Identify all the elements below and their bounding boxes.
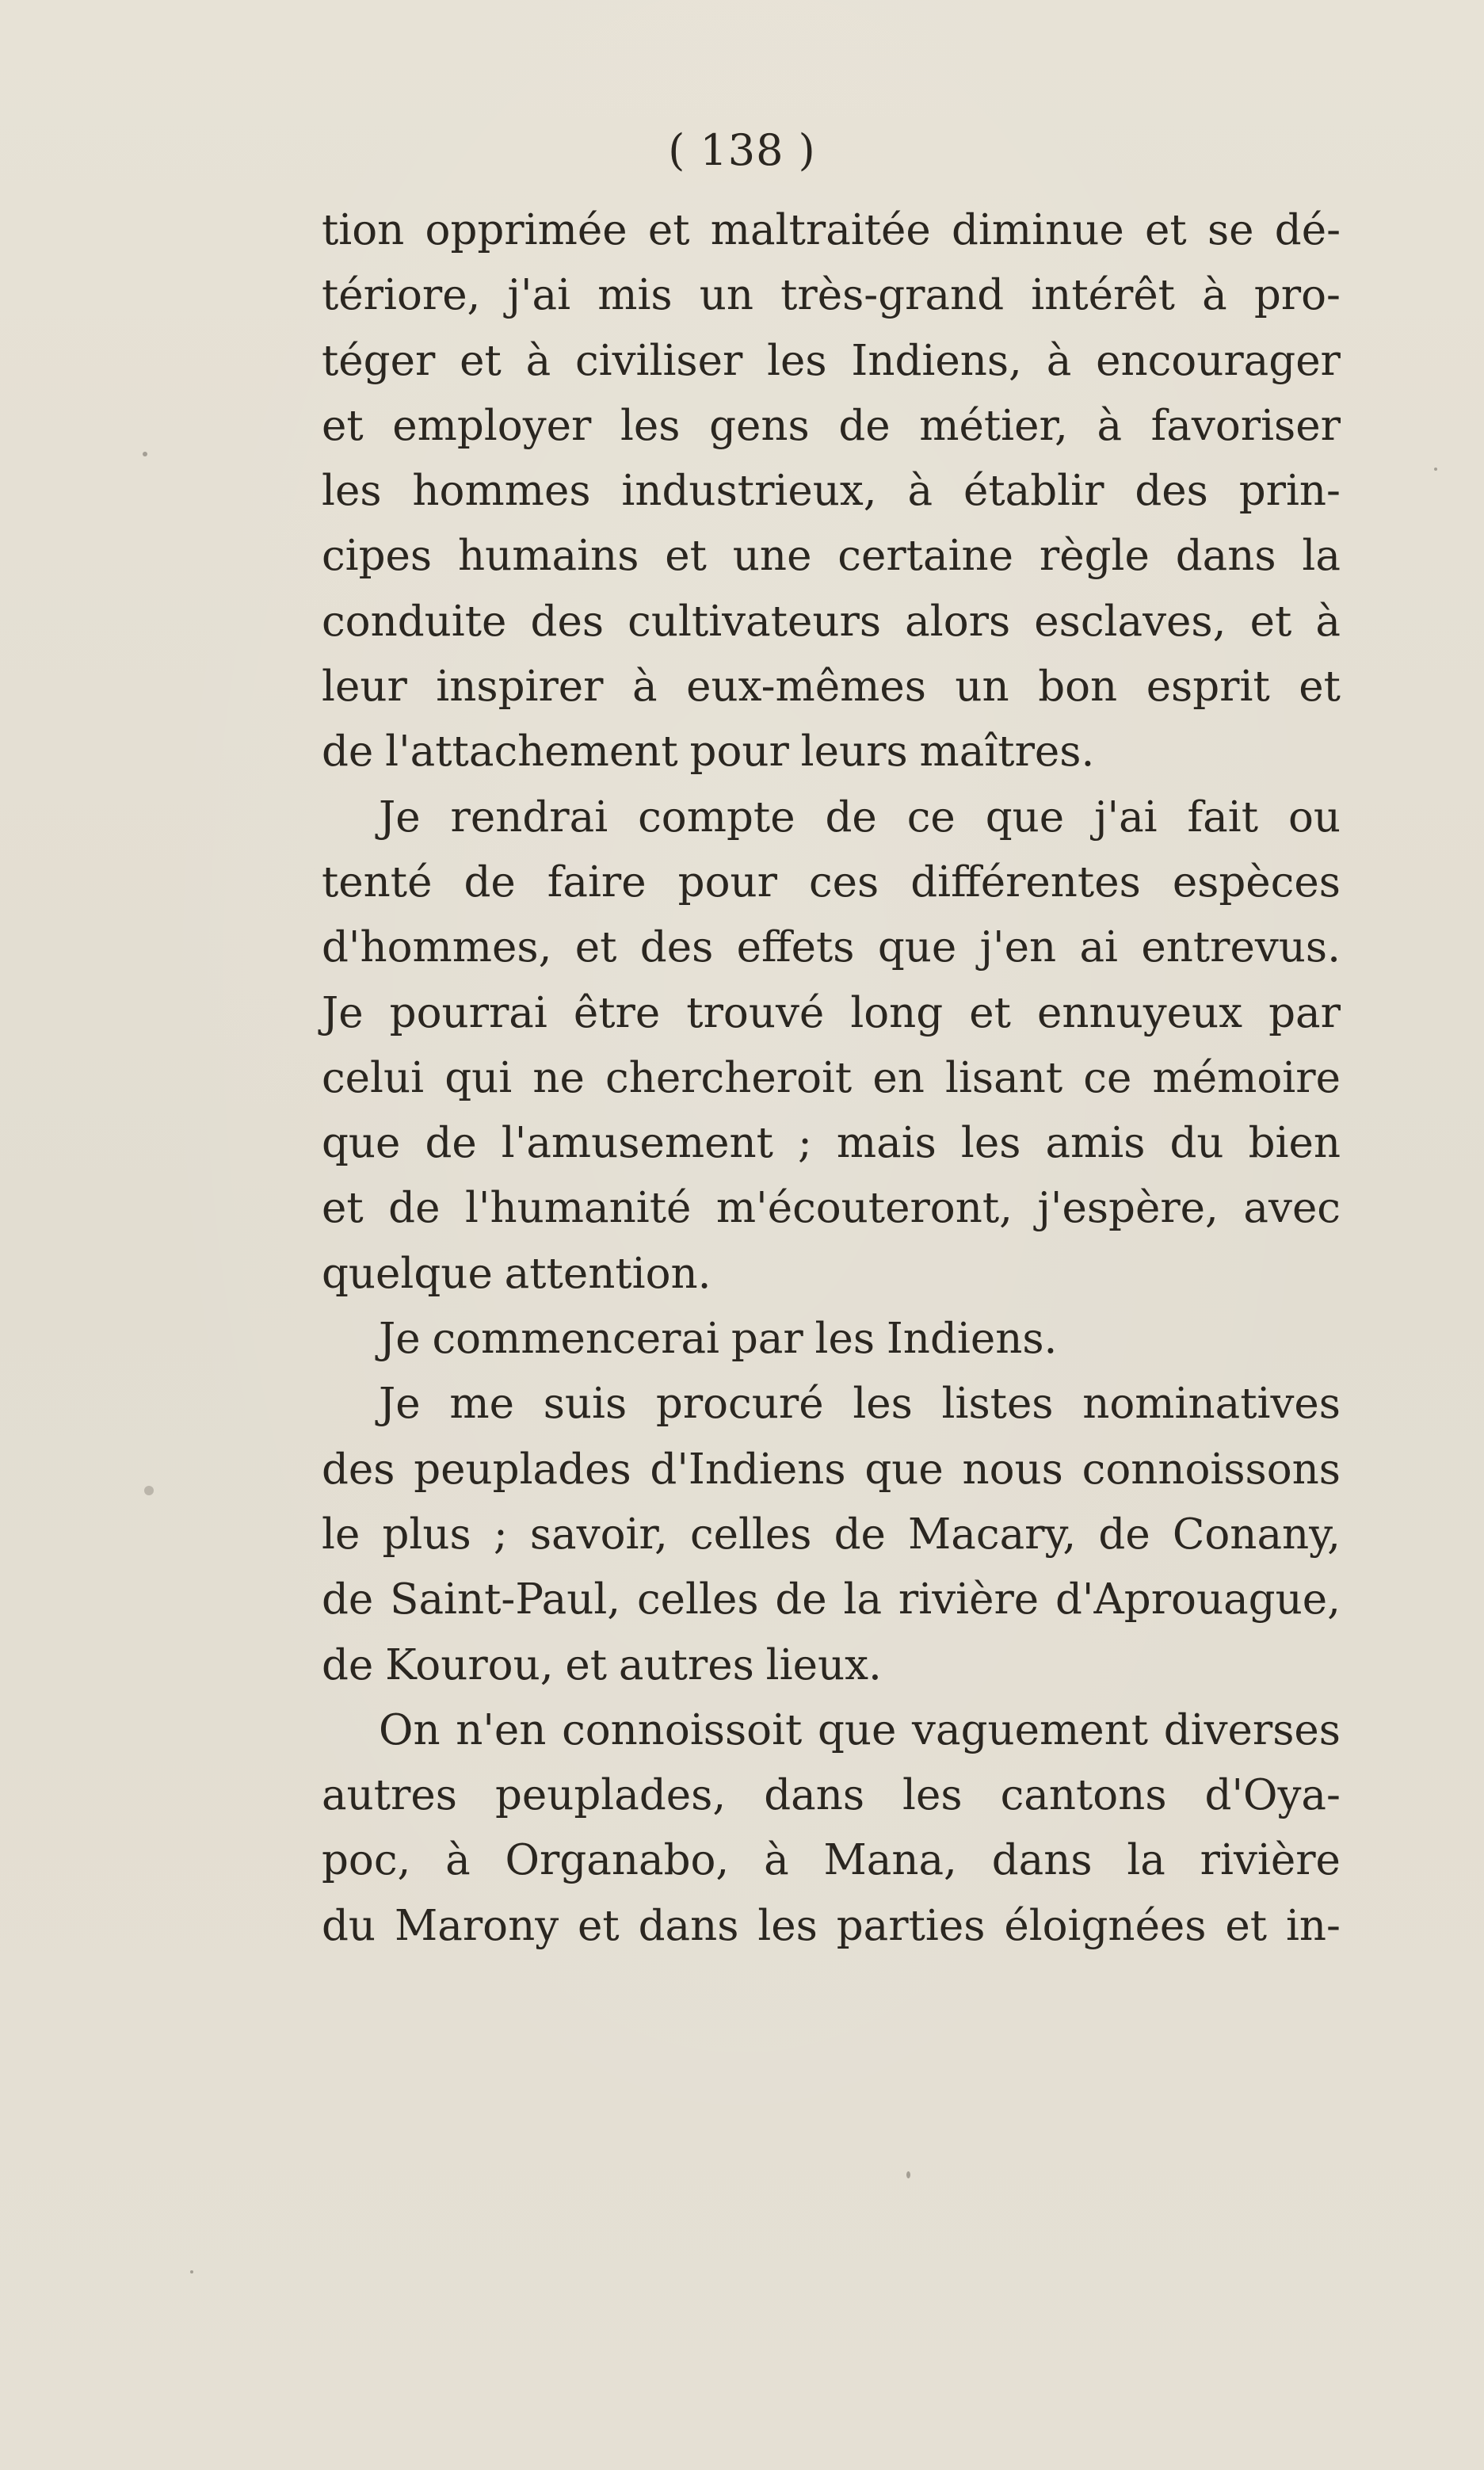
word: à bbox=[907, 467, 933, 516]
word: Kourou, bbox=[385, 1640, 554, 1689]
word: Je bbox=[379, 792, 421, 842]
word: une bbox=[732, 532, 812, 581]
word: et bbox=[1299, 662, 1341, 712]
word: Conany, bbox=[1172, 1510, 1341, 1559]
word: espèces bbox=[1172, 857, 1341, 907]
text-line bbox=[322, 1437, 1341, 1502]
word: la bbox=[1302, 532, 1341, 581]
text-line bbox=[322, 1307, 1341, 1372]
word: les bbox=[757, 1901, 818, 1950]
word: et bbox=[1145, 206, 1187, 254]
page-number: ( 138 ) bbox=[668, 125, 816, 175]
word: mais bbox=[836, 1119, 937, 1168]
word: cultivateurs bbox=[628, 597, 882, 646]
text-line bbox=[322, 590, 1341, 655]
word: tériore, bbox=[322, 271, 481, 320]
text-line bbox=[322, 1698, 1341, 1763]
word: pro- bbox=[1253, 271, 1341, 320]
word: plus bbox=[382, 1510, 471, 1559]
word: lisant bbox=[945, 1053, 1063, 1102]
word: certaine bbox=[837, 532, 1014, 581]
word: Marony bbox=[394, 1901, 559, 1950]
word: des bbox=[322, 1445, 395, 1494]
word: règle bbox=[1039, 532, 1150, 581]
word: à bbox=[1315, 597, 1341, 646]
word: dé- bbox=[1274, 206, 1341, 254]
word: m'écouteront, bbox=[715, 1184, 1013, 1233]
word: leur bbox=[322, 662, 407, 712]
word: bon bbox=[1038, 662, 1118, 712]
text-line bbox=[322, 1828, 1341, 1893]
word: pourrai bbox=[389, 988, 547, 1037]
word: me bbox=[449, 1380, 514, 1429]
paper-speck bbox=[144, 1486, 154, 1495]
text-line bbox=[322, 1372, 1341, 1437]
word: ennuyeux bbox=[1036, 988, 1243, 1037]
word: eux-mêmes bbox=[686, 662, 926, 712]
word: Je bbox=[379, 1315, 421, 1364]
word: et bbox=[322, 401, 364, 450]
word: l'amusement bbox=[501, 1119, 773, 1168]
word: employer bbox=[392, 401, 592, 450]
word: et bbox=[574, 923, 617, 972]
word: mémoire bbox=[1152, 1053, 1341, 1102]
word: encourager bbox=[1096, 336, 1341, 385]
word: l'humanité bbox=[464, 1184, 692, 1233]
word: Macary, bbox=[908, 1510, 1077, 1559]
word: ou bbox=[1288, 792, 1341, 842]
word: qui bbox=[444, 1053, 513, 1102]
word: n'en bbox=[456, 1705, 547, 1754]
word: de bbox=[322, 1640, 374, 1689]
word: esprit bbox=[1146, 662, 1270, 712]
word: téger bbox=[322, 336, 436, 385]
word: l'attachement bbox=[385, 727, 678, 777]
word: que bbox=[322, 1119, 401, 1168]
word: être bbox=[573, 988, 661, 1037]
word: in- bbox=[1285, 1901, 1341, 1950]
word: diverses bbox=[1163, 1705, 1341, 1754]
word: à bbox=[764, 1836, 789, 1885]
word: connoissons bbox=[1082, 1445, 1341, 1494]
word: quelque bbox=[322, 1249, 493, 1298]
word: mis bbox=[597, 271, 673, 320]
word: conduite bbox=[322, 597, 507, 646]
word: opprimée bbox=[425, 206, 628, 254]
text-line bbox=[322, 720, 1341, 785]
word: et bbox=[969, 988, 1011, 1037]
word: pour bbox=[689, 727, 789, 777]
word: civiliser bbox=[574, 336, 743, 385]
word: hommes bbox=[412, 467, 591, 516]
word: et bbox=[1249, 597, 1292, 646]
word: maltraitée bbox=[710, 206, 931, 254]
text-line bbox=[322, 1111, 1341, 1176]
word: de bbox=[838, 401, 891, 450]
word: des bbox=[1135, 467, 1208, 516]
word: j'en bbox=[979, 923, 1057, 972]
word: rendrai bbox=[450, 792, 608, 842]
text-line bbox=[322, 655, 1341, 720]
word: des bbox=[530, 597, 605, 646]
paper-speck bbox=[143, 452, 147, 456]
word: autres bbox=[322, 1771, 457, 1820]
word: celles bbox=[689, 1510, 812, 1559]
word: nominatives bbox=[1082, 1380, 1341, 1429]
word: suis bbox=[543, 1380, 628, 1429]
word: de bbox=[775, 1575, 827, 1624]
word: et bbox=[665, 532, 707, 581]
word: de bbox=[834, 1510, 886, 1559]
word: et bbox=[460, 336, 502, 385]
word: très-grand bbox=[780, 271, 1005, 320]
word: Je bbox=[379, 1380, 421, 1429]
word: maîtres. bbox=[919, 727, 1095, 777]
word: de bbox=[464, 857, 516, 907]
word: Indiens, bbox=[851, 336, 1022, 385]
text-line bbox=[322, 394, 1341, 459]
word: On bbox=[379, 1705, 441, 1754]
word: établir bbox=[963, 467, 1104, 516]
word: procuré bbox=[655, 1380, 824, 1429]
word: un bbox=[955, 662, 1009, 712]
word: industrieux, bbox=[621, 467, 877, 516]
word: alors bbox=[905, 597, 1011, 646]
text-line bbox=[322, 1046, 1341, 1111]
word: et bbox=[647, 206, 690, 254]
word: dans bbox=[991, 1836, 1093, 1885]
word: entrevus. bbox=[1141, 923, 1341, 972]
text-line bbox=[322, 524, 1341, 589]
word: Je bbox=[322, 988, 364, 1037]
text-line bbox=[322, 1763, 1341, 1828]
word: de bbox=[825, 792, 877, 842]
word: chercheroit bbox=[605, 1053, 853, 1102]
word: ; bbox=[797, 1119, 812, 1168]
paper-speck bbox=[906, 2171, 910, 2178]
word: peuplades, bbox=[494, 1771, 727, 1820]
word: à bbox=[632, 662, 658, 712]
word: diminue bbox=[952, 206, 1124, 254]
word: les bbox=[814, 1315, 876, 1364]
word: rivière bbox=[898, 1575, 1040, 1624]
word: du bbox=[322, 1901, 376, 1950]
text-line bbox=[322, 459, 1341, 524]
paper-speck bbox=[1434, 468, 1437, 471]
word: d'Indiens bbox=[650, 1445, 846, 1494]
word: d'Aprouague, bbox=[1055, 1575, 1341, 1624]
word: savoir, bbox=[529, 1510, 668, 1559]
word: les bbox=[960, 1119, 1021, 1168]
text-line bbox=[322, 263, 1341, 328]
word: avec bbox=[1243, 1184, 1341, 1233]
word: Saint-Paul, bbox=[390, 1575, 621, 1624]
word: inspirer bbox=[436, 662, 604, 712]
word: et bbox=[565, 1640, 608, 1689]
word: et bbox=[322, 1184, 364, 1233]
word: par bbox=[1268, 988, 1341, 1037]
word: les bbox=[620, 401, 681, 450]
word: leurs bbox=[800, 727, 908, 777]
word: les bbox=[322, 467, 382, 516]
word: celui bbox=[322, 1053, 425, 1102]
text-line bbox=[322, 1502, 1341, 1567]
text-line bbox=[322, 850, 1341, 915]
word: lieux. bbox=[765, 1640, 882, 1689]
paper-speck bbox=[190, 2270, 193, 2273]
text-line bbox=[322, 1176, 1341, 1241]
word: commencerai bbox=[432, 1315, 719, 1364]
word: à bbox=[1046, 336, 1072, 385]
word: à bbox=[1202, 271, 1227, 320]
word: humains bbox=[457, 532, 639, 581]
word: que bbox=[985, 792, 1065, 842]
word: en bbox=[872, 1053, 925, 1102]
word: amis bbox=[1045, 1119, 1146, 1168]
word: esclaves, bbox=[1034, 597, 1226, 646]
word: compte bbox=[638, 792, 795, 842]
word: ai bbox=[1079, 923, 1119, 972]
word: gens bbox=[709, 401, 810, 450]
text-line bbox=[322, 329, 1341, 394]
word: les bbox=[902, 1771, 963, 1820]
word: autres bbox=[618, 1640, 754, 1689]
word: vaguement bbox=[912, 1705, 1149, 1754]
word: attention. bbox=[504, 1249, 711, 1298]
text-line bbox=[322, 915, 1341, 980]
word: tion bbox=[322, 206, 405, 254]
word: la bbox=[843, 1575, 883, 1624]
text-line bbox=[322, 1633, 1341, 1698]
word: bien bbox=[1248, 1119, 1341, 1168]
word: tenté bbox=[322, 857, 433, 907]
word: ces bbox=[808, 857, 879, 907]
word: rivière bbox=[1200, 1836, 1341, 1885]
word: la bbox=[1127, 1836, 1165, 1885]
word: le bbox=[322, 1510, 361, 1559]
text-line bbox=[322, 1894, 1341, 1959]
body-text bbox=[322, 198, 1341, 1959]
word: effets bbox=[736, 923, 855, 972]
word: des bbox=[639, 923, 714, 972]
word: les bbox=[767, 336, 827, 385]
word: nous bbox=[962, 1445, 1063, 1494]
word: long bbox=[850, 988, 944, 1037]
word: trouvé bbox=[686, 988, 825, 1037]
word: ce bbox=[1083, 1053, 1132, 1102]
word: ce bbox=[906, 792, 956, 842]
word: ne bbox=[532, 1053, 585, 1102]
word: et bbox=[578, 1901, 620, 1950]
text-line bbox=[322, 198, 1341, 263]
word: favoriser bbox=[1150, 401, 1341, 450]
word: Indiens. bbox=[886, 1315, 1058, 1364]
word: les bbox=[853, 1380, 913, 1429]
word: se bbox=[1207, 206, 1254, 254]
word: un bbox=[699, 271, 753, 320]
word: que bbox=[864, 1445, 944, 1494]
word: connoissoit bbox=[562, 1705, 803, 1754]
word: par bbox=[731, 1315, 803, 1364]
word: que bbox=[877, 923, 957, 972]
word: j'espère, bbox=[1037, 1184, 1219, 1233]
word: d'hommes, bbox=[322, 923, 552, 972]
word: de bbox=[1098, 1510, 1150, 1559]
word: ; bbox=[493, 1510, 508, 1559]
word: pour bbox=[677, 857, 777, 907]
text-line bbox=[322, 981, 1341, 1046]
word: parties bbox=[836, 1901, 986, 1950]
word: cantons bbox=[1000, 1771, 1167, 1820]
word: peuplades bbox=[414, 1445, 631, 1494]
word: à bbox=[525, 336, 551, 385]
word: poc, bbox=[322, 1836, 411, 1885]
word: dans bbox=[1175, 532, 1276, 581]
word: fait bbox=[1187, 792, 1259, 842]
word: à bbox=[445, 1836, 471, 1885]
word: j'ai bbox=[507, 271, 571, 320]
word: dans bbox=[638, 1901, 739, 1950]
word: de bbox=[388, 1184, 441, 1233]
text-line bbox=[322, 1242, 1341, 1307]
word: du bbox=[1169, 1119, 1224, 1168]
word: et bbox=[1225, 1901, 1268, 1950]
word: différentes bbox=[910, 857, 1141, 907]
word: à bbox=[1097, 401, 1123, 450]
word: Organabo, bbox=[505, 1836, 730, 1885]
word: d'Oya- bbox=[1204, 1771, 1341, 1820]
word: de bbox=[322, 1575, 374, 1624]
word: prin- bbox=[1238, 467, 1341, 516]
word: cipes bbox=[322, 532, 433, 581]
word: celles bbox=[637, 1575, 759, 1624]
word: dans bbox=[764, 1771, 865, 1820]
word: métier, bbox=[919, 401, 1068, 450]
word: intérêt bbox=[1031, 271, 1175, 320]
word: de bbox=[322, 727, 374, 777]
text-line bbox=[322, 785, 1341, 850]
word: que bbox=[817, 1705, 897, 1754]
text-line bbox=[322, 1567, 1341, 1632]
word: j'ai bbox=[1094, 792, 1158, 842]
word: listes bbox=[941, 1380, 1054, 1429]
word: de bbox=[425, 1119, 477, 1168]
word: éloignées bbox=[1004, 1901, 1207, 1950]
word: faire bbox=[547, 857, 647, 907]
word: Mana, bbox=[823, 1836, 957, 1885]
